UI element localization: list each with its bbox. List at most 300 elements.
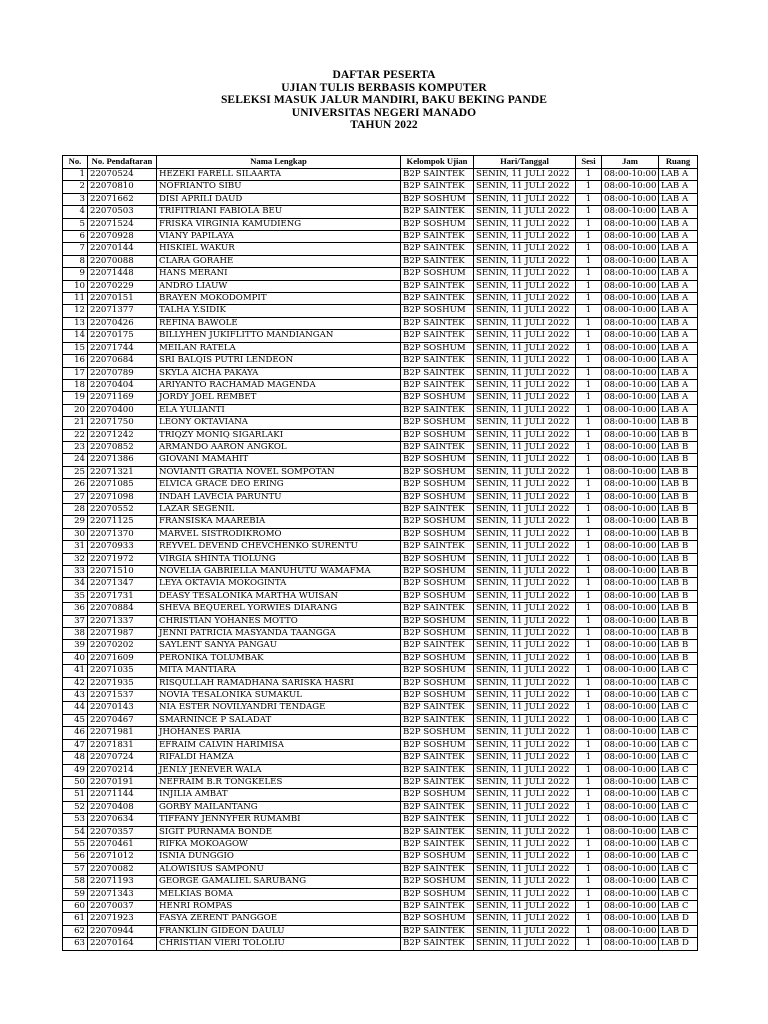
table-row xyxy=(63,193,698,205)
cell-session: 1 xyxy=(576,466,602,478)
cell-name: CHRISTIAN YOHANES MOTTO xyxy=(157,615,401,627)
cell-date: SENIN, 11 JULI 2022 xyxy=(474,342,576,354)
cell-no: 60 xyxy=(63,900,88,912)
cell-room: LAB B xyxy=(659,578,698,590)
cell-session: 1 xyxy=(576,714,602,726)
cell-session: 1 xyxy=(576,578,602,590)
cell-name: RIFALDI HAMZA xyxy=(157,752,401,764)
cell-registration: 22070151 xyxy=(88,293,157,305)
cell-group: B2P SOSHUM xyxy=(401,218,474,230)
table-row xyxy=(63,888,698,900)
cell-group: B2P SOSHUM xyxy=(401,652,474,664)
cell-session: 1 xyxy=(576,900,602,912)
cell-group: B2P SAINTEK xyxy=(401,814,474,826)
cell-no: 7 xyxy=(63,243,88,255)
cell-room: LAB B xyxy=(659,479,698,491)
cell-no: 48 xyxy=(63,752,88,764)
cell-registration: 22070164 xyxy=(88,938,157,950)
table-row xyxy=(63,851,698,863)
cell-registration: 22071750 xyxy=(88,417,157,429)
table-row xyxy=(63,764,698,776)
cell-no: 3 xyxy=(63,193,88,205)
cell-room: LAB C xyxy=(659,776,698,788)
cell-name: GORBY MAILANTANG xyxy=(157,801,401,813)
cell-registration: 22071448 xyxy=(88,268,157,280)
cell-date: SENIN, 11 JULI 2022 xyxy=(474,776,576,788)
cell-group: B2P SOSHUM xyxy=(401,193,474,205)
cell-session: 1 xyxy=(576,702,602,714)
cell-room: LAB C xyxy=(659,851,698,863)
cell-registration: 22070404 xyxy=(88,379,157,391)
cell-date: SENIN, 11 JULI 2022 xyxy=(474,441,576,453)
cell-date: SENIN, 11 JULI 2022 xyxy=(474,640,576,652)
cell-date: SENIN, 11 JULI 2022 xyxy=(474,169,576,181)
cell-name: BRAYEN MOKODOMPIT xyxy=(157,293,401,305)
cell-time: 08:00-10:00 xyxy=(602,466,659,478)
cell-session: 1 xyxy=(576,913,602,925)
cell-time: 08:00-10:00 xyxy=(602,578,659,590)
table-row xyxy=(63,566,698,578)
cell-time: 08:00-10:00 xyxy=(602,255,659,267)
cell-date: SENIN, 11 JULI 2022 xyxy=(474,404,576,416)
cell-date: SENIN, 11 JULI 2022 xyxy=(474,665,576,677)
cell-time: 08:00-10:00 xyxy=(602,503,659,515)
cell-room: LAB A xyxy=(659,218,698,230)
cell-no: 28 xyxy=(63,503,88,515)
cell-time: 08:00-10:00 xyxy=(602,938,659,950)
col-header-date: Hari/Tanggal xyxy=(474,156,576,169)
cell-time: 08:00-10:00 xyxy=(602,727,659,739)
cell-room: LAB C xyxy=(659,690,698,702)
cell-date: SENIN, 11 JULI 2022 xyxy=(474,702,576,714)
cell-registration: 22071343 xyxy=(88,888,157,900)
cell-registration: 22071144 xyxy=(88,789,157,801)
cell-time: 08:00-10:00 xyxy=(602,826,659,838)
cell-session: 1 xyxy=(576,268,602,280)
cell-no: 14 xyxy=(63,330,88,342)
cell-room: LAB C xyxy=(659,888,698,900)
cell-date: SENIN, 11 JULI 2022 xyxy=(474,690,576,702)
cell-registration: 22070884 xyxy=(88,603,157,615)
title-line-5: TAHUN 2022 xyxy=(350,119,418,132)
cell-registration: 22071609 xyxy=(88,652,157,664)
cell-no: 18 xyxy=(63,379,88,391)
cell-no: 2 xyxy=(63,181,88,193)
cell-session: 1 xyxy=(576,826,602,838)
cell-no: 56 xyxy=(63,851,88,863)
cell-name: SIGIT PURNAMA BONDE xyxy=(157,826,401,838)
cell-no: 34 xyxy=(63,578,88,590)
cell-name: LEONY OKTAVIANA xyxy=(157,417,401,429)
cell-name: HEZEKI FARELL SILAARTA xyxy=(157,169,401,181)
cell-group: B2P SAINTEK xyxy=(401,863,474,875)
cell-session: 1 xyxy=(576,640,602,652)
cell-group: B2P SAINTEK xyxy=(401,925,474,937)
cell-name: LEYA OKTAVIA MOKOGINTA xyxy=(157,578,401,590)
cell-group: B2P SAINTEK xyxy=(401,938,474,950)
cell-room: LAB A xyxy=(659,206,698,218)
cell-name: HENRI ROMPAS xyxy=(157,900,401,912)
cell-name: TIFFANY JENNYFER RUMAMBI xyxy=(157,814,401,826)
cell-time: 08:00-10:00 xyxy=(602,789,659,801)
table-row xyxy=(63,404,698,416)
cell-group: B2P SAINTEK xyxy=(401,826,474,838)
table-row xyxy=(63,169,698,181)
document-header xyxy=(0,69,768,132)
cell-name: DEASY TESALONIKA MARTHA WUISAN xyxy=(157,590,401,602)
cell-no: 62 xyxy=(63,925,88,937)
cell-time: 08:00-10:00 xyxy=(602,814,659,826)
cell-date: SENIN, 11 JULI 2022 xyxy=(474,838,576,850)
cell-room: LAB C xyxy=(659,838,698,850)
cell-name: PERONIKA TOLUMBAK xyxy=(157,652,401,664)
cell-no: 49 xyxy=(63,764,88,776)
cell-room: LAB B xyxy=(659,603,698,615)
table-row xyxy=(63,280,698,292)
cell-room: LAB C xyxy=(659,702,698,714)
cell-registration: 22071731 xyxy=(88,590,157,602)
table-row xyxy=(63,516,698,528)
table-row xyxy=(63,305,698,317)
cell-time: 08:00-10:00 xyxy=(602,863,659,875)
cell-room: LAB C xyxy=(659,714,698,726)
cell-room: LAB B xyxy=(659,640,698,652)
cell-session: 1 xyxy=(576,677,602,689)
cell-room: LAB C xyxy=(659,814,698,826)
cell-date: SENIN, 11 JULI 2022 xyxy=(474,479,576,491)
cell-room: LAB A xyxy=(659,379,698,391)
cell-group: B2P SOSHUM xyxy=(401,677,474,689)
cell-time: 08:00-10:00 xyxy=(602,181,659,193)
cell-room: LAB C xyxy=(659,801,698,813)
cell-date: SENIN, 11 JULI 2022 xyxy=(474,330,576,342)
cell-date: SENIN, 11 JULI 2022 xyxy=(474,851,576,863)
cell-group: B2P SOSHUM xyxy=(401,342,474,354)
cell-group: B2P SOSHUM xyxy=(401,305,474,317)
table-row xyxy=(63,330,698,342)
table-row xyxy=(63,640,698,652)
cell-registration: 22071377 xyxy=(88,305,157,317)
cell-no: 11 xyxy=(63,293,88,305)
cell-date: SENIN, 11 JULI 2022 xyxy=(474,814,576,826)
cell-time: 08:00-10:00 xyxy=(602,702,659,714)
table-row xyxy=(63,503,698,515)
cell-group: B2P SOSHUM xyxy=(401,429,474,441)
cell-date: SENIN, 11 JULI 2022 xyxy=(474,752,576,764)
cell-name: FRANSISKA MAAREBIA xyxy=(157,516,401,528)
cell-group: B2P SOSHUM xyxy=(401,491,474,503)
cell-registration: 22070143 xyxy=(88,702,157,714)
cell-group: B2P SOSHUM xyxy=(401,578,474,590)
cell-date: SENIN, 11 JULI 2022 xyxy=(474,677,576,689)
cell-group: B2P SOSHUM xyxy=(401,615,474,627)
cell-group: B2P SOSHUM xyxy=(401,516,474,528)
cell-room: LAB A xyxy=(659,392,698,404)
cell-session: 1 xyxy=(576,491,602,503)
cell-room: LAB B xyxy=(659,491,698,503)
cell-no: 53 xyxy=(63,814,88,826)
cell-date: SENIN, 11 JULI 2022 xyxy=(474,541,576,553)
cell-time: 08:00-10:00 xyxy=(602,243,659,255)
cell-group: B2P SOSHUM xyxy=(401,590,474,602)
cell-group: B2P SAINTEK xyxy=(401,714,474,726)
cell-date: SENIN, 11 JULI 2022 xyxy=(474,528,576,540)
cell-room: LAB B xyxy=(659,417,698,429)
cell-date: SENIN, 11 JULI 2022 xyxy=(474,578,576,590)
cell-no: 22 xyxy=(63,429,88,441)
cell-time: 08:00-10:00 xyxy=(602,628,659,640)
cell-session: 1 xyxy=(576,193,602,205)
cell-room: LAB A xyxy=(659,193,698,205)
cell-registration: 22071972 xyxy=(88,553,157,565)
cell-group: B2P SOSHUM xyxy=(401,392,474,404)
cell-registration: 22071193 xyxy=(88,876,157,888)
cell-group: B2P SOSHUM xyxy=(401,268,474,280)
table-row xyxy=(63,727,698,739)
cell-no: 13 xyxy=(63,317,88,329)
cell-session: 1 xyxy=(576,938,602,950)
cell-no: 20 xyxy=(63,404,88,416)
cell-time: 08:00-10:00 xyxy=(602,516,659,528)
cell-group: B2P SAINTEK xyxy=(401,752,474,764)
cell-registration: 22070214 xyxy=(88,764,157,776)
cell-time: 08:00-10:00 xyxy=(602,876,659,888)
cell-no: 44 xyxy=(63,702,88,714)
cell-room: LAB A xyxy=(659,231,698,243)
cell-session: 1 xyxy=(576,417,602,429)
cell-registration: 22071242 xyxy=(88,429,157,441)
cell-registration: 22070724 xyxy=(88,752,157,764)
cell-group: B2P SOSHUM xyxy=(401,665,474,677)
cell-session: 1 xyxy=(576,454,602,466)
cell-time: 08:00-10:00 xyxy=(602,541,659,553)
cell-no: 8 xyxy=(63,255,88,267)
table-row xyxy=(63,541,698,553)
cell-group: B2P SAINTEK xyxy=(401,379,474,391)
cell-time: 08:00-10:00 xyxy=(602,764,659,776)
cell-no: 58 xyxy=(63,876,88,888)
cell-registration: 22070175 xyxy=(88,330,157,342)
cell-group: B2P SAINTEK xyxy=(401,243,474,255)
cell-session: 1 xyxy=(576,628,602,640)
cell-no: 30 xyxy=(63,528,88,540)
cell-name: NIA ESTER NOVILYANDRI TENDAGE xyxy=(157,702,401,714)
cell-session: 1 xyxy=(576,280,602,292)
cell-name: EFRAIM CALVIN HARIMISA xyxy=(157,739,401,751)
cell-name: HISKIEL WAKUR xyxy=(157,243,401,255)
cell-session: 1 xyxy=(576,305,602,317)
table-row xyxy=(63,367,698,379)
cell-registration: 22071987 xyxy=(88,628,157,640)
cell-room: LAB A xyxy=(659,367,698,379)
table-row xyxy=(63,181,698,193)
cell-date: SENIN, 11 JULI 2022 xyxy=(474,218,576,230)
table-row xyxy=(63,652,698,664)
cell-date: SENIN, 11 JULI 2022 xyxy=(474,876,576,888)
cell-no: 47 xyxy=(63,739,88,751)
cell-registration: 22071386 xyxy=(88,454,157,466)
table-row xyxy=(63,379,698,391)
table-row xyxy=(63,528,698,540)
cell-room: LAB A xyxy=(659,293,698,305)
cell-time: 08:00-10:00 xyxy=(602,801,659,813)
cell-name: ALOWISIUS SAMPONU xyxy=(157,863,401,875)
cell-time: 08:00-10:00 xyxy=(602,417,659,429)
cell-name: FASYA ZERENT PANGGOE xyxy=(157,913,401,925)
cell-date: SENIN, 11 JULI 2022 xyxy=(474,392,576,404)
cell-name: SRI BALQIS PUTRI LENDEON xyxy=(157,355,401,367)
cell-date: SENIN, 11 JULI 2022 xyxy=(474,553,576,565)
table-row xyxy=(63,479,698,491)
cell-group: B2P SOSHUM xyxy=(401,727,474,739)
cell-name: MELKIAS BOMA xyxy=(157,888,401,900)
table-header-row xyxy=(63,156,698,169)
cell-group: B2P SOSHUM xyxy=(401,913,474,925)
col-header-registration: No. Pendaftaran xyxy=(88,156,157,169)
cell-group: B2P SAINTEK xyxy=(401,503,474,515)
cell-no: 36 xyxy=(63,603,88,615)
cell-no: 42 xyxy=(63,677,88,689)
cell-no: 31 xyxy=(63,541,88,553)
cell-date: SENIN, 11 JULI 2022 xyxy=(474,379,576,391)
cell-name: DISI APRILI DAUD xyxy=(157,193,401,205)
cell-time: 08:00-10:00 xyxy=(602,479,659,491)
cell-session: 1 xyxy=(576,392,602,404)
cell-registration: 22071098 xyxy=(88,491,157,503)
cell-name: JENLY JENEVER WALA xyxy=(157,764,401,776)
cell-group: B2P SOSHUM xyxy=(401,566,474,578)
cell-session: 1 xyxy=(576,801,602,813)
cell-room: LAB B xyxy=(659,628,698,640)
table-row xyxy=(63,355,698,367)
cell-time: 08:00-10:00 xyxy=(602,677,659,689)
cell-group: B2P SOSHUM xyxy=(401,739,474,751)
cell-date: SENIN, 11 JULI 2022 xyxy=(474,305,576,317)
table-row xyxy=(63,553,698,565)
cell-no: 16 xyxy=(63,355,88,367)
cell-registration: 22070634 xyxy=(88,814,157,826)
cell-time: 08:00-10:00 xyxy=(602,330,659,342)
cell-name: TALHA Y.SIDIK xyxy=(157,305,401,317)
table-row xyxy=(63,789,698,801)
cell-name: LAZAR SEGENIL xyxy=(157,503,401,515)
cell-room: LAB B xyxy=(659,503,698,515)
cell-registration: 22070944 xyxy=(88,925,157,937)
table-row xyxy=(63,218,698,230)
cell-room: LAB A xyxy=(659,355,698,367)
cell-room: LAB B xyxy=(659,466,698,478)
cell-session: 1 xyxy=(576,181,602,193)
title-line-2: UJIAN TULIS BERBASIS KOMPUTER xyxy=(281,81,487,94)
cell-date: SENIN, 11 JULI 2022 xyxy=(474,590,576,602)
cell-group: B2P SOSHUM xyxy=(401,479,474,491)
cell-group: B2P SAINTEK xyxy=(401,367,474,379)
cell-time: 08:00-10:00 xyxy=(602,851,659,863)
cell-name: GEORGE GAMALIEL SARUBANG xyxy=(157,876,401,888)
cell-registration: 22071321 xyxy=(88,466,157,478)
table-row xyxy=(63,677,698,689)
cell-name: ELVICA GRACE DEO ERING xyxy=(157,479,401,491)
cell-time: 08:00-10:00 xyxy=(602,193,659,205)
cell-registration: 22071125 xyxy=(88,516,157,528)
cell-room: LAB A xyxy=(659,317,698,329)
table-row xyxy=(63,702,698,714)
cell-registration: 22070461 xyxy=(88,838,157,850)
cell-time: 08:00-10:00 xyxy=(602,652,659,664)
cell-registration: 22071085 xyxy=(88,479,157,491)
table-row xyxy=(63,876,698,888)
cell-name: CLARA GORAHE xyxy=(157,255,401,267)
table-row xyxy=(63,317,698,329)
table-row xyxy=(63,454,698,466)
cell-date: SENIN, 11 JULI 2022 xyxy=(474,355,576,367)
cell-group: B2P SAINTEK xyxy=(401,776,474,788)
cell-room: LAB D xyxy=(659,925,698,937)
cell-date: SENIN, 11 JULI 2022 xyxy=(474,727,576,739)
cell-time: 08:00-10:00 xyxy=(602,231,659,243)
cell-date: SENIN, 11 JULI 2022 xyxy=(474,516,576,528)
table-row xyxy=(63,938,698,950)
cell-time: 08:00-10:00 xyxy=(602,379,659,391)
table-row xyxy=(63,603,698,615)
cell-room: LAB A xyxy=(659,268,698,280)
cell-session: 1 xyxy=(576,255,602,267)
table-row xyxy=(63,342,698,354)
cell-registration: 22070789 xyxy=(88,367,157,379)
cell-registration: 22071510 xyxy=(88,566,157,578)
cell-time: 08:00-10:00 xyxy=(602,404,659,416)
cell-room: LAB C xyxy=(659,739,698,751)
cell-room: LAB C xyxy=(659,900,698,912)
table-row xyxy=(63,913,698,925)
cell-name: ARMANDO AARON ANGKOL xyxy=(157,441,401,453)
cell-session: 1 xyxy=(576,206,602,218)
table-row xyxy=(63,255,698,267)
cell-session: 1 xyxy=(576,739,602,751)
cell-no: 23 xyxy=(63,441,88,453)
cell-name: JHOHANES PARIA xyxy=(157,727,401,739)
cell-date: SENIN, 11 JULI 2022 xyxy=(474,268,576,280)
cell-time: 08:00-10:00 xyxy=(602,355,659,367)
cell-room: LAB A xyxy=(659,342,698,354)
cell-session: 1 xyxy=(576,752,602,764)
cell-name: RISQULLAH RAMADHANA SARISKA HASRI xyxy=(157,677,401,689)
cell-room: LAB B xyxy=(659,441,698,453)
cell-no: 59 xyxy=(63,888,88,900)
cell-no: 51 xyxy=(63,789,88,801)
cell-group: B2P SAINTEK xyxy=(401,206,474,218)
cell-no: 5 xyxy=(63,218,88,230)
cell-name: NOFRIANTO SIBU xyxy=(157,181,401,193)
cell-session: 1 xyxy=(576,838,602,850)
cell-group: B2P SOSHUM xyxy=(401,851,474,863)
cell-room: LAB C xyxy=(659,752,698,764)
cell-no: 50 xyxy=(63,776,88,788)
cell-registration: 22071524 xyxy=(88,218,157,230)
cell-time: 08:00-10:00 xyxy=(602,528,659,540)
cell-registration: 22070503 xyxy=(88,206,157,218)
cell-session: 1 xyxy=(576,789,602,801)
cell-registration: 22071169 xyxy=(88,392,157,404)
cell-time: 08:00-10:00 xyxy=(602,367,659,379)
cell-time: 08:00-10:00 xyxy=(602,429,659,441)
cell-session: 1 xyxy=(576,342,602,354)
cell-session: 1 xyxy=(576,553,602,565)
cell-registration: 22070088 xyxy=(88,255,157,267)
cell-no: 33 xyxy=(63,566,88,578)
cell-date: SENIN, 11 JULI 2022 xyxy=(474,714,576,726)
cell-session: 1 xyxy=(576,603,602,615)
